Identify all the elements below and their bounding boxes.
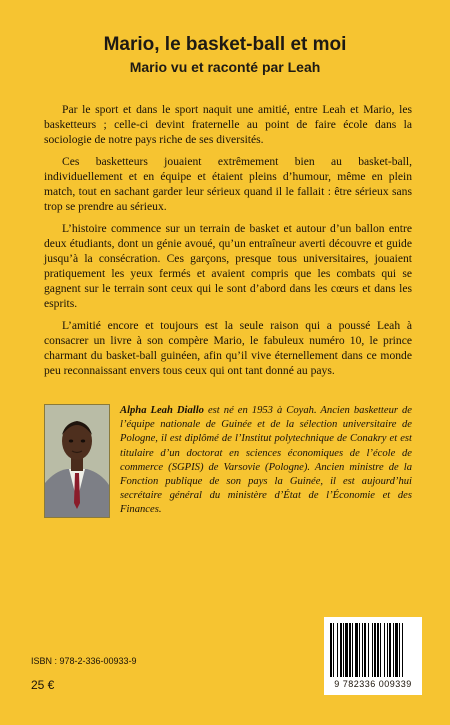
author-bio-text: est né en 1953 à Coyah. Ancien basketteur de l’équipe nationale de Guinée et de la sélection universitaire de Pologne, il est diplômé de l’Institut polytechnique de Conakry et est titulaire d’un doctorat en sciences économiques de l’école de commerce (SGPIS) de Varsovie (Pologne). Ancien ministre de la Fonction publique de son pays la Guinée, il est aujourd’hui secrétaire général du ministère d’État de l’Économie et des Finances.	[120, 405, 412, 516]
blurb-paragraph-1: Par le sport et dans le sport naquit une amitié, entre Leah et Mario, les basketteurs ; celle-ci devint fraternelle au point de faire école dans la sociologie de notre pays riche de ses diversités.	[44, 103, 412, 146]
author-section	[44, 404, 412, 524]
author-photo	[44, 404, 110, 518]
barcode-number: 9 782336 009339	[334, 679, 412, 689]
blurb-paragraph-4: L’amitié encore et toujours est la seule raison qui a poussé Leah à consacrer un livre à son compère Mario, le fabuleux numéro 10, le prince charmant du basket-ball guinéen, afin qu’il vive éternellement dans ce monde peu reconnaissant envers tous ceux qui ont tant donné au pays.	[44, 319, 412, 377]
author-name: Alpha Leah Diallo	[120, 405, 204, 416]
author-bio	[120, 404, 412, 518]
barcode	[324, 617, 422, 695]
author-portrait-icon	[45, 405, 109, 517]
book-subtitle: Mario vu et raconté par Leah	[129, 59, 321, 75]
price: 25 €	[31, 678, 55, 692]
blurb-paragraph-2: Ces basketteurs jouaient extrêmement bien au basket-ball, individuellement et en équipe et étaient pleins d’humour, même en plein match, tout en sachant garder leur sérieux quand il le fallait : être sérieux sans trop se prendre au sérieux.	[44, 155, 412, 213]
barcode-icon	[324, 617, 422, 679]
book-title: Mario, le basket-ball et moi	[103, 34, 347, 55]
blurb	[44, 102, 412, 385]
isbn: ISBN : 978-2-336-00933-9	[31, 656, 137, 666]
blurb-paragraph-3: L’histoire commence sur un terrain de basket et autour d’un ballon entre deux étudiants, dont un génie avoué, qu’un entraîneur averti découvre et guide jusqu’à la consécration. Ces garçons, presque tous universitaires, jouaient pratiquement les yeux fermés et avaient compris que les combats qui se gagnent sur le terrain sont ceux qui le sont d’abord dans les cœurs et dans les esprits.	[44, 222, 412, 310]
